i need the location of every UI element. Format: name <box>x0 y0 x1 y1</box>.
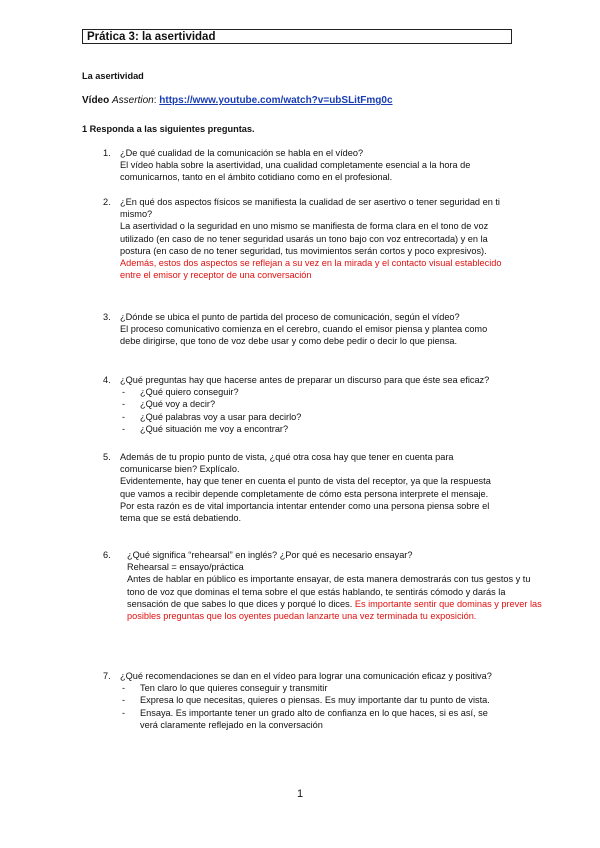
answer-text: El proceso comunicativo comienza en el cerebro, cuando el emisor piensa y plantea como debe dirigirse, que tono de voz debe usar y como debe pedir o decir lo que piensa. <box>120 324 488 347</box>
bullet-list <box>120 386 503 435</box>
question-number: 3. <box>103 312 111 322</box>
question-7 <box>103 670 503 731</box>
answer-highlight: Además, estos dos aspectos se reflejan a su vez en la mirada y el contacto visual establecido entre el emisor y receptor de una conversación <box>120 258 502 281</box>
question-number: 2. <box>103 197 111 207</box>
list-item: - ¿Qué quiero conseguir? <box>122 387 239 398</box>
answer-text: Evidentemente, hay que tener en cuenta el punto de vista del receptor, ya que la respuesta que vamos a recibir depende completamente de cómo esta persona interprete el mensaje. Por esta razón es de vital importancia intentar entender como una persona piensa sobre el tema que se está debatiendo. <box>120 476 491 524</box>
list-item: - Ten claro lo que quieres conseguir y transmitir <box>122 683 328 694</box>
video-label: Vídeo <box>82 95 110 106</box>
question-text: ¿Qué significa “rehearsal” en inglés? ¿Por qué es necesario ensayar? <box>127 550 413 560</box>
question-number: 7. <box>103 671 111 681</box>
answer-highlight: Es importante sentir que dominas y prever las posibles preguntas que los oyentes puedan lanzarte una vez terminada tu exposición. <box>127 598 542 622</box>
instruction: 1 Responda a las siguientes preguntas. <box>82 124 255 134</box>
question-number: 1. <box>103 148 111 158</box>
answer-main: Antes de hablar en público es importante ensayar, de esta manera demostrarás con tus gestos y tu tono de voz que dominas el tema sobre el que estás hablando, te sentirás cómodo y darás la sensación de que sabes lo que dices y porqué lo dices. <box>127 574 531 609</box>
list-item: - ¿Qué situación me voy a encontrar? <box>122 423 289 434</box>
question-4 <box>103 374 503 435</box>
question-2 <box>103 196 503 281</box>
question-text: ¿Qué recomendaciones se dan en el vídeo para lograr una comunicación eficaz y positiva? <box>120 671 492 681</box>
list-item: - ¿Qué palabras voy a usar para decirlo? <box>122 411 302 422</box>
video-separator: : <box>153 95 157 106</box>
question-3 <box>103 311 503 348</box>
definition: Rehearsal = ensayo/práctica <box>127 562 244 573</box>
question-5 <box>103 451 503 524</box>
question-6 <box>103 549 542 622</box>
video-name: Assertion <box>112 95 154 106</box>
bullet-list <box>120 682 503 731</box>
question-number: 4. <box>103 375 111 385</box>
list-item: - Expresa lo que necesitas, quieres o piensas. Es muy importante dar tu punto de vista. <box>122 695 490 706</box>
question-1 <box>103 147 503 184</box>
question-number: 6. <box>103 550 111 560</box>
list-item: - ¿Qué voy a decir? <box>122 399 216 410</box>
question-text: ¿Dónde se ubica el punto de partida del proceso de comunicación, según el vídeo? <box>120 312 460 322</box>
question-text: Además de tu propio punto de vista, ¿qué otra cosa hay que tener en cuenta para comunicarse bien? Explícalo. <box>120 452 454 475</box>
section-heading: La asertividad <box>82 71 144 81</box>
question-text: ¿De qué cualidad de la comunicación se habla en el vídeo? <box>120 148 364 158</box>
question-text: ¿En qué dos aspectos físicos se manifiesta la cualidad de ser asertivo o tener seguridad en ti mismo? <box>120 197 500 220</box>
list-item: - Ensaya. Es importante tener un grado alto de confianza en lo que haces, si es así, se verá claramente reflejado en la conversación <box>122 707 488 730</box>
page-number: 1 <box>296 788 304 800</box>
answer-text <box>127 573 547 622</box>
question-text: ¿Qué preguntas hay que hacerse antes de preparar un discurso para que éste sea eficaz? <box>120 375 490 385</box>
question-number: 5. <box>103 452 111 462</box>
answer-text <box>120 220 503 281</box>
answer-main: La asertividad o la seguridad en uno mismo se manifiesta de forma clara en el tono de voz utilizado (en caso de no tener seguridad usarás un tono bajo con voz entrecortada) y en la postura (en caso de no tener seguridad, tus movimientos serán cortos y poco expresivos). <box>120 221 489 256</box>
video-link[interactable]: https://www.youtube.com/watch?v=ubSLitFmg0c <box>159 95 393 106</box>
video-line <box>82 95 393 107</box>
page-title: Prática 3: la asertividad <box>82 29 512 44</box>
answer-text: El vídeo habla sobre la asertividad, una cualidad completamente esencial a la hora de comunicarnos, tanto en el ámbito cotidiano como en el profesional. <box>120 160 471 183</box>
